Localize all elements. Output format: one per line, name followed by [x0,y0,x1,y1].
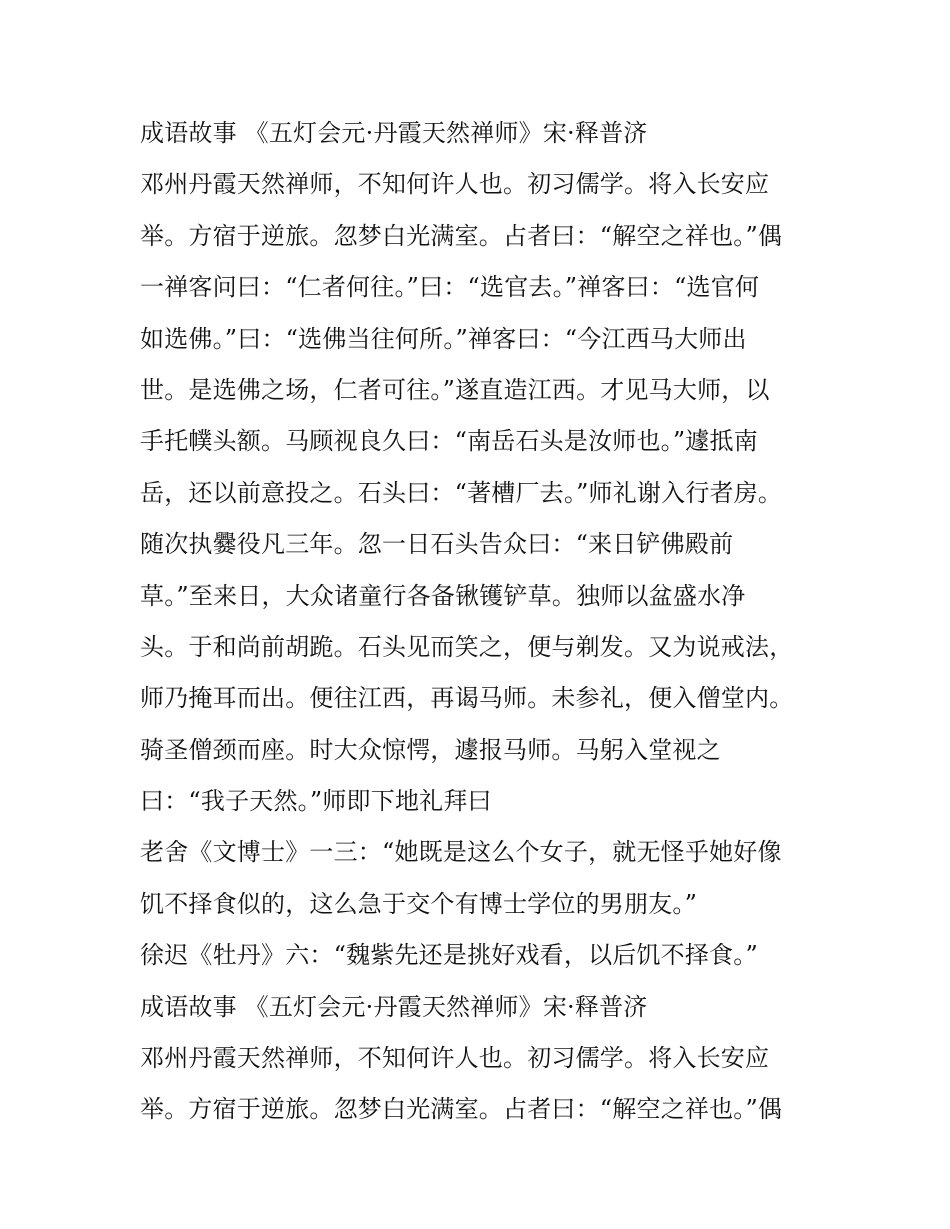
text-line: 一禅客问曰：“仁者何往。”曰：“选官去。”禅客曰：“选官何 [140,273,760,302]
text-line: 世。是选佛之场，仁者可往。”遂直造江西。才见马大师，以 [140,375,770,404]
text-line: 举。方宿于逆旅。忽梦白光满室。占者曰：“解空之祥也。”偶 [140,221,783,250]
text-line: 曰：“我子天然。”师即下地礼拜曰 [140,787,492,816]
text-line: 举。方宿于逆旅。忽梦白光满室。占者曰：“解空之祥也。”偶 [140,1095,783,1124]
text-line: 骑圣僧颈而座。时大众惊愕，遽报马师。马躬入堂视之 [140,735,721,764]
text-line: 师乃掩耳而出。便往江西，再谒马师。未参礼，便入僧堂内。 [140,684,794,713]
text-line: 老舍《文博士》一三：“她既是这么个女子，就无怪乎她好像 [140,838,782,867]
document-body [140,108,830,1136]
text-line: 邓州丹霞天然禅师，不知何许人也。初习儒学。将入长安应 [140,170,770,199]
text-line: 成语故事 《五灯会元·丹霞天然禅师》宋·释普济 [140,992,648,1021]
text-line: 徐迟《牡丹》六：“魏紫先还是挑好戏看，以后饥不择食。” [140,941,758,970]
text-line: 如选佛。”曰：“选佛当往何所。”禅客曰：“今江西马大师出 [140,324,747,353]
text-line: 草。”至来日，大众诸童行各备锹镬铲草。独师以盆盛水净 [140,581,746,610]
text-line: 头。于和尚前胡跪。石头见而笑之，便与剃发。又为说戒法， [140,632,794,661]
text-line: 随次执爨役凡三年。忽一日石头告众曰：“来日铲佛殿前 [140,530,734,559]
text-line: 邓州丹霞天然禅师，不知何许人也。初习儒学。将入长安应 [140,1044,770,1073]
text-line: 岳，还以前意投之。石头曰：“著槽厂去。”师礼谢入行者房。 [140,478,783,507]
text-line: 手托幞头额。马顾视良久曰：“南岳石头是汝师也。”遽抵南 [140,427,758,456]
text-line: 成语故事 《五灯会元·丹霞天然禅师》宋·释普济 [140,119,648,147]
text-line: 饥不择食似的，这么急于交个有博士学位的男朋友。” [140,889,698,918]
